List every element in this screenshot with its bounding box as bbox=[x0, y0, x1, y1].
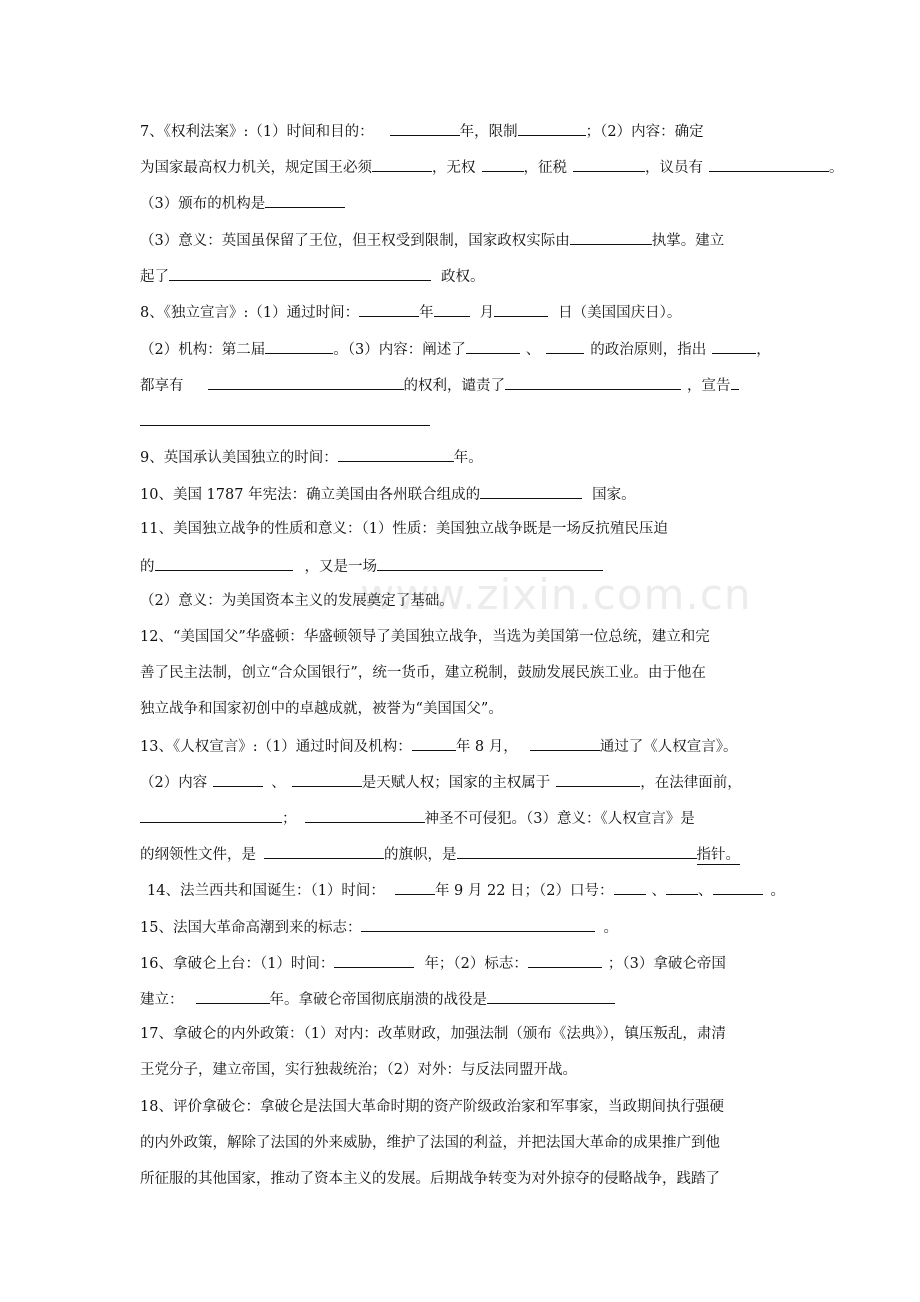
text: 是天赋人权；国家的主权属于 bbox=[361, 775, 551, 791]
answer-blank[interactable] bbox=[169, 265, 431, 281]
q17-line-1 bbox=[140, 1024, 810, 1044]
text: 、 bbox=[525, 342, 541, 358]
text: 的政治原则，指出 bbox=[590, 342, 707, 358]
answer-blank[interactable] bbox=[305, 807, 425, 823]
text: 的纲领性文件，是 bbox=[140, 847, 256, 863]
text: 12、“美国国父”华盛顿：华盛顿领导了美国独立战争，当选为美国第一位总统，建立和完 bbox=[140, 629, 710, 645]
text: 神圣不可侵犯。（3）意义：《人权宣言》是 bbox=[424, 811, 695, 827]
q18-line-3 bbox=[140, 1169, 810, 1189]
text: 、 bbox=[651, 883, 667, 899]
answer-blank[interactable] bbox=[140, 410, 430, 426]
answer-blank[interactable] bbox=[570, 229, 652, 245]
q8-line-2 bbox=[140, 338, 810, 360]
text: 的旗帜，是 bbox=[384, 847, 457, 863]
answer-blank[interactable] bbox=[334, 952, 414, 968]
answer-blank[interactable] bbox=[292, 771, 362, 787]
text: ，宣告 bbox=[687, 378, 731, 394]
text: 15、法国大革命高潮到来的标志： bbox=[140, 920, 362, 936]
answer-blank[interactable] bbox=[480, 483, 582, 499]
answer-blank[interactable] bbox=[155, 555, 293, 571]
answer-blank[interactable] bbox=[264, 843, 384, 859]
q7-line-1 bbox=[140, 120, 810, 142]
text: 的 bbox=[140, 559, 155, 575]
q16-line-2 bbox=[140, 988, 810, 1010]
answer-blank[interactable] bbox=[265, 192, 345, 208]
text: 年；（2）标志： bbox=[424, 956, 528, 972]
text: 11、美国独立战争的性质和意义：（1）性质：美国独立战争既是一场反抗殖民压迫 bbox=[140, 521, 668, 537]
watermark: www.zixin.com.cn bbox=[360, 570, 752, 619]
text: 8、《独立宣言》:（1）通过时间： bbox=[140, 305, 360, 321]
q12-line-3 bbox=[140, 699, 810, 719]
q11-line-3 bbox=[140, 591, 810, 611]
text: 的权利，谴责了 bbox=[403, 378, 505, 394]
text: 都享有 bbox=[140, 378, 184, 394]
text: 年 8 月， bbox=[455, 739, 518, 755]
answer-blank[interactable] bbox=[530, 735, 600, 751]
answer-blank[interactable] bbox=[434, 301, 470, 317]
text: ；（3）拿破仑帝国 bbox=[607, 956, 726, 972]
answer-blank[interactable] bbox=[712, 338, 756, 354]
text: 日（美国国庆日）。 bbox=[558, 305, 682, 321]
text: ，征税 bbox=[523, 160, 567, 176]
q7-line-3 bbox=[140, 192, 810, 214]
answer-blank[interactable] bbox=[466, 338, 520, 354]
answer-blank[interactable] bbox=[573, 156, 645, 172]
q11-line-2 bbox=[140, 555, 810, 577]
text: 9、英国承认美国独立的时间： bbox=[140, 450, 338, 466]
answer-blank[interactable] bbox=[265, 338, 333, 354]
text: 年，限制 bbox=[459, 124, 518, 140]
answer-blank[interactable] bbox=[412, 735, 456, 751]
text: （2）机构：第二届 bbox=[140, 342, 266, 358]
answer-blank[interactable] bbox=[666, 879, 698, 895]
answer-blank[interactable] bbox=[338, 446, 454, 462]
q8-line-1 bbox=[140, 301, 810, 323]
text: 。 bbox=[603, 920, 618, 936]
text: 18、评价拿破仑：拿破仑是法国大革命时期的资产阶级政治家和军事家，当政期间执行强硬 bbox=[140, 1099, 724, 1115]
text: 起了 bbox=[140, 269, 169, 285]
text: 10、美国 1787 年宪法：确立美国由各州联合组成的 bbox=[140, 487, 481, 503]
text: 。（3）内容：阐述了 bbox=[333, 342, 466, 358]
answer-blank[interactable] bbox=[395, 879, 435, 895]
text: 年。 bbox=[453, 450, 483, 466]
text: 善了民主法制，创立“合众国银行”，统一货币，建立税制，鼓励发展民族工业。由于他在 bbox=[140, 665, 706, 681]
text: ； bbox=[282, 811, 297, 827]
answer-blank[interactable] bbox=[196, 988, 270, 1004]
text: 为国家最高权力机关，规定国王必须 bbox=[140, 160, 372, 176]
text: ，议员有 bbox=[645, 160, 703, 176]
text: 执掌。建立 bbox=[651, 233, 725, 249]
text: （2）意义：为美国资本主义的发展奠定了基础。 bbox=[140, 593, 454, 609]
q12-line-2 bbox=[140, 663, 810, 683]
q13-line-1 bbox=[140, 735, 810, 757]
text: 17、拿破仑的内外政策：（1）对内：改革财政，加强法制（颁布《法典》），镇压叛乱，肃清 bbox=[140, 1026, 726, 1042]
answer-blank[interactable] bbox=[731, 374, 739, 390]
q8-line-4 bbox=[140, 410, 810, 432]
text: 建立： bbox=[140, 992, 184, 1008]
q18-line-1 bbox=[140, 1097, 810, 1117]
text: 16、拿破仑上台：（1）时间： bbox=[140, 956, 335, 972]
q8-line-3 bbox=[140, 374, 810, 396]
text: ；（2）内容：确定 bbox=[585, 124, 704, 140]
answer-blank[interactable] bbox=[556, 771, 640, 787]
text: 、 bbox=[271, 775, 286, 791]
answer-blank[interactable] bbox=[390, 120, 460, 136]
text: 政权。 bbox=[441, 269, 485, 285]
text: 年 9 月 22 日；（2）口号： bbox=[434, 883, 614, 899]
text: 独立战争和国家初创中的卓越成就，被誉为“美国国父”。 bbox=[140, 701, 503, 717]
text: 、 bbox=[698, 883, 713, 899]
q7-line-5 bbox=[140, 265, 810, 287]
text: ，在法律面前， bbox=[640, 775, 742, 791]
text: ，又是一场 bbox=[304, 559, 377, 575]
answer-blank[interactable] bbox=[709, 156, 829, 172]
answer-blank[interactable] bbox=[713, 879, 763, 895]
text: 7、《权利法案》:（1）时间和目的： bbox=[140, 124, 374, 140]
answer-blank[interactable] bbox=[377, 555, 603, 571]
text: 所征服的其他国家，推动了资本主义的发展。后期战争转变为对外掠夺的侵略战争，践踏了 bbox=[140, 1171, 720, 1187]
answer-blank[interactable] bbox=[494, 301, 548, 317]
q7-line-4 bbox=[140, 229, 810, 251]
q13-line-4 bbox=[140, 843, 810, 865]
q11-line-1 bbox=[140, 519, 810, 539]
answer-blank[interactable] bbox=[482, 156, 524, 172]
q12-line-1 bbox=[140, 627, 810, 647]
q7-line-2 bbox=[140, 156, 910, 178]
answer-blank[interactable] bbox=[372, 156, 432, 172]
answer-blank[interactable] bbox=[528, 952, 602, 968]
answer-blank[interactable] bbox=[614, 879, 646, 895]
text: 。 bbox=[770, 883, 786, 899]
answer-blank[interactable] bbox=[361, 916, 595, 932]
answer-blank[interactable] bbox=[140, 807, 282, 823]
q9-line bbox=[140, 446, 810, 468]
answer-blank[interactable] bbox=[505, 374, 681, 390]
text: ，无权 bbox=[432, 160, 476, 176]
text: 14、法兰西共和国诞生：（1）时间： bbox=[147, 883, 385, 899]
text: （3）颁布的机构是 bbox=[140, 196, 266, 212]
q15-line bbox=[140, 916, 810, 938]
text: ， bbox=[756, 342, 771, 358]
q13-line-2 bbox=[140, 771, 810, 793]
text: 年。拿破仑帝国彻底崩溃的战役是 bbox=[269, 992, 487, 1008]
answer-blank[interactable] bbox=[213, 771, 263, 787]
text: 。 bbox=[829, 160, 844, 176]
answer-blank[interactable] bbox=[208, 374, 404, 390]
answer-blank[interactable] bbox=[359, 301, 419, 317]
q18-line-2 bbox=[140, 1133, 810, 1153]
text: 王党分子，建立帝国，实行独裁统治；（2）对外：与反法同盟开战。 bbox=[140, 1062, 577, 1078]
text: 年 bbox=[419, 305, 434, 321]
q10-line bbox=[140, 483, 810, 505]
text: 通过了《人权宣言》。 bbox=[599, 739, 738, 755]
answer-blank[interactable] bbox=[457, 843, 697, 859]
q13-line-3 bbox=[140, 807, 810, 829]
text: 指针。 bbox=[696, 847, 740, 863]
text: （3）意义：英国虽保留了王位，但王权受到限制，国家政权实际由 bbox=[140, 233, 570, 249]
text: 国家。 bbox=[592, 487, 636, 503]
text: 13、《人权宣言》:（1）通过时间及机构： bbox=[140, 739, 412, 755]
answer-blank[interactable] bbox=[487, 988, 615, 1004]
q17-line-2 bbox=[140, 1060, 810, 1080]
answer-blank[interactable] bbox=[546, 338, 584, 354]
q16-line-1 bbox=[140, 952, 810, 974]
text: 月 bbox=[479, 305, 495, 321]
text: 的内外政策，解除了法国的外来威胁，维护了法国的利益，并把法国大革命的成果推广到他 bbox=[140, 1135, 720, 1151]
text: （2）内容 bbox=[140, 775, 208, 791]
q14-line bbox=[147, 879, 817, 901]
answer-blank[interactable] bbox=[518, 120, 586, 136]
